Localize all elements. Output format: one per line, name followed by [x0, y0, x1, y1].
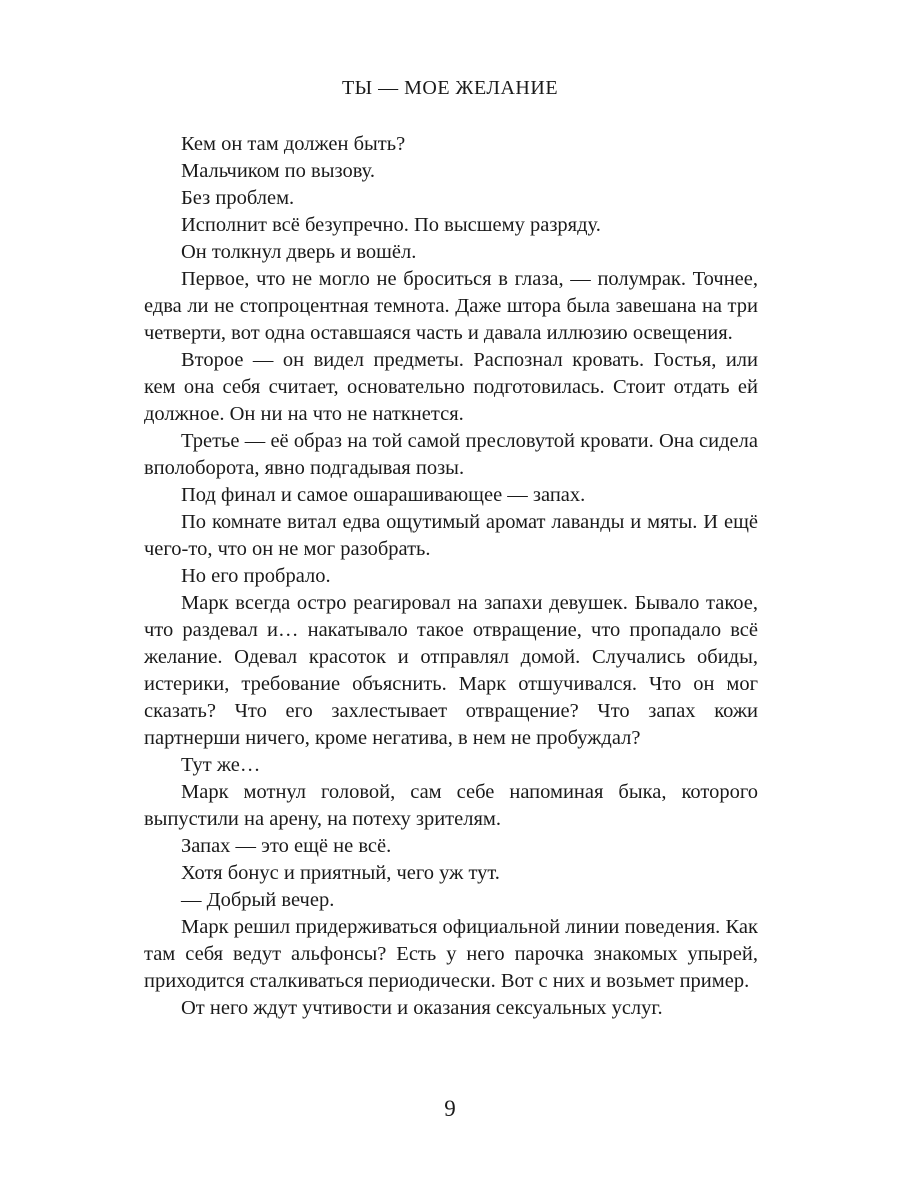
paragraph: Тут же… [181, 754, 261, 776]
paragraph: Третье — её образ на той самой пресловутой кровати. Она сидела вполоборота, явно подгадывая позы. [144, 430, 758, 479]
paragraph: Марк всегда остро реагировал на запахи девушек. Бывало такое, что раздевал и… накатывало такое отвращение, что пропадало всё желание. Одевал красоток и отправлял домой. Случались обиды, истерики, требование объяснить. Марк отшучивался. Что он мог сказать? Что его захлестывает отвращение? Что запах кожи партнерши ничего, кроме негатива, в нем не пробуждал? [144, 592, 758, 749]
paragraph: Мальчиком по вызову. [181, 160, 376, 182]
paragraph: Первое, что не могло не броситься в глаза, — полумрак. Точнее, едва ли не стопроцентная темнота. Даже штора была завешана на три четверти, вот одна оставшаяся часть и давала иллюзию освещения. [144, 268, 758, 344]
body-text [144, 131, 758, 1022]
running-head: ТЫ — МОЕ ЖЕЛАНИЕ [341, 77, 559, 99]
paragraph: Без проблем. [181, 187, 295, 209]
paragraph: Хотя бонус и приятный, чего уж тут. [181, 862, 500, 884]
paragraph: Запах — это ещё не всё. [181, 835, 392, 857]
paragraph: Он толкнул дверь и вошёл. [181, 241, 417, 263]
paragraph: Кем он там должен быть? [181, 133, 406, 155]
paragraph: Марк решил придерживаться официальной линии поведения. Как там себя ведут альфонсы? Есть у него парочка знакомых упырей, приходится сталкиваться периодически. Вот с них и возьмет пример. [144, 916, 758, 992]
paragraph: Исполнит всё безупречно. По высшему разряду. [181, 214, 601, 236]
paragraph: Под финал и самое ошарашивающее — запах. [181, 484, 586, 506]
paragraph: Но его пробрало. [181, 565, 331, 587]
paragraph: Марк мотнул головой, сам себе напоминая быка, которого выпустили на арену, на потеху зрителям. [144, 781, 758, 830]
paragraph: От него ждут учтивости и оказания сексуальных услуг. [181, 997, 663, 1019]
paragraph: Второе — он видел предметы. Распознал кровать. Гостья, или кем она себя считает, основательно подготовилась. Стоит отдать ей должное. Он ни на что не наткнется. [144, 349, 758, 425]
page-number: 9 [444, 1096, 456, 1121]
paragraph: — Добрый вечер. [181, 889, 335, 911]
paragraph: По комнате витал едва ощутимый аромат лаванды и мяты. И ещё чего-то, что он не мог разобрать. [144, 511, 758, 560]
